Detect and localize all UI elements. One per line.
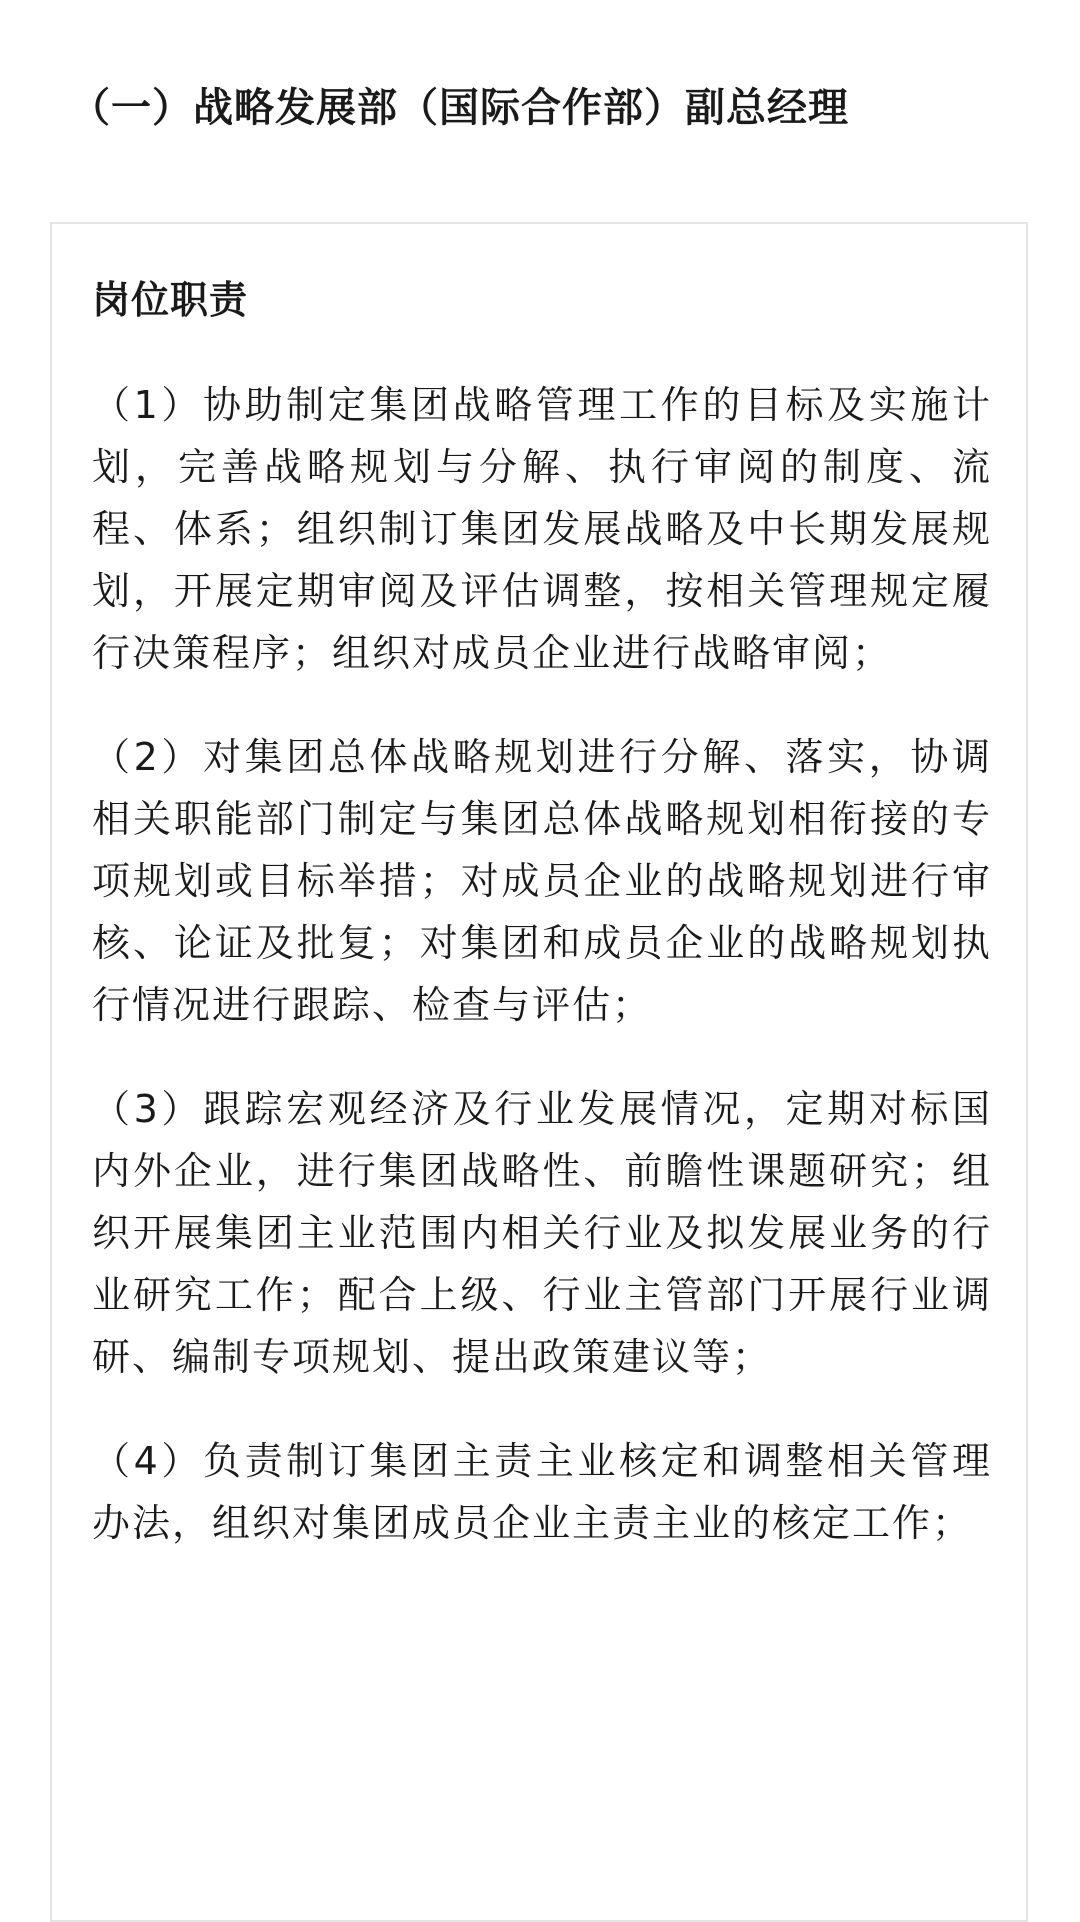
duty-item-4: （4）负责制订集团主责主业核定和调整相关管理办法，组织对集团成员企业主责主业的核定工作； bbox=[92, 1439, 992, 1545]
duty-item-2: （2）对集团总体战略规划进行分解、落实，协调相关职能部门制定与集团总体战略规划相衔接的专项规划或目标举措；对成员企业的战略规划进行审核、论证及批复；对集团和成员企业的战略规划执行情况进行跟踪、检查与评估； bbox=[92, 735, 992, 1027]
duty-item-3: （3）跟踪宏观经济及行业发展情况，定期对标国内外企业，进行集团战略性、前瞻性课题研究；组织开展集团主业范围内相关行业及拟发展业务的行业研究工作；配合上级、行业主管部门开展行业调研、编制专项规划、提出政策建议等； bbox=[92, 1087, 992, 1379]
page-title: （一）战略发展部（国际合作部）副总经理 bbox=[70, 85, 849, 131]
section-heading: 岗位职责 bbox=[92, 278, 249, 322]
duty-list bbox=[92, 374, 992, 1554]
duty-item-1: （1）协助制定集团战略管理工作的目标及实施计划，完善战略规划与分解、执行审阅的制度、流程、体系；组织制订集团发展战略及中长期发展规划，开展定期审阅及评估调整，按相关管理规定履行决策程序；组织对成员企业进行战略审阅； bbox=[92, 383, 992, 675]
job-duties-card bbox=[50, 222, 1028, 1922]
job-duties-content bbox=[92, 272, 992, 1554]
